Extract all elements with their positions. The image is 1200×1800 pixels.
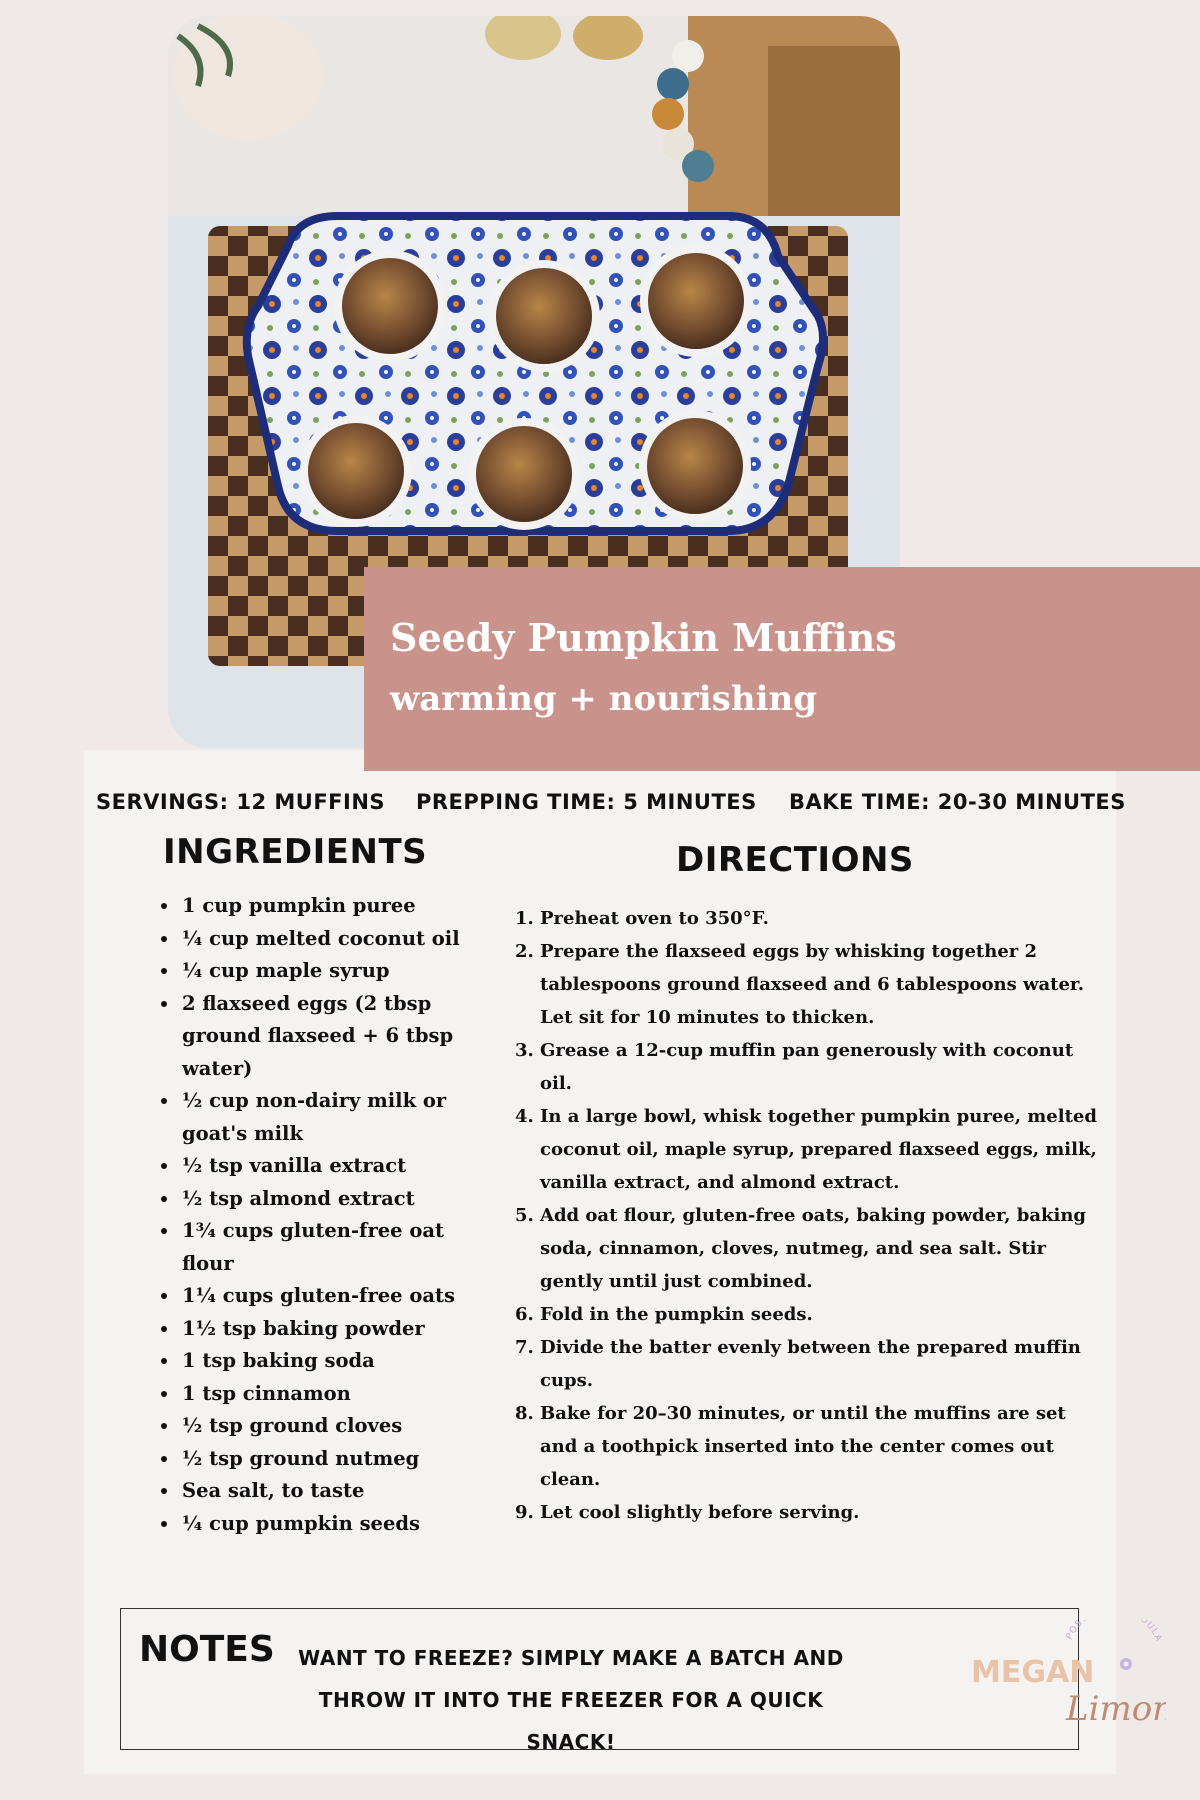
direction-step: 8. Bake for 20–30 minutes, or until the muffins are set and a toothpick inserted into the center comes out clean. <box>540 1397 1100 1496</box>
title-banner <box>364 567 1200 771</box>
servings-info: SERVINGS: 12 MUFFINS <box>96 790 386 814</box>
ingredient-item: • ¼ cup maple syrup <box>180 955 480 988</box>
ingredient-item: • 1 tsp baking soda <box>180 1345 480 1378</box>
ingredient-item: • ½ tsp ground nutmeg <box>180 1443 480 1476</box>
direction-step: 5. Add oat flour, gluten-free oats, baking powder, baking soda, cinnamon, cloves, nutmeg, and sea salt. Stir gently until just combined. <box>540 1199 1100 1298</box>
ingredient-item: • 1 cup pumpkin puree <box>180 890 480 923</box>
ingredient-item: • ½ tsp ground cloves <box>180 1410 480 1443</box>
svg-text:POSTPARTUM DOULA <box>1065 1620 1164 1644</box>
ingredient-item: • 1½ tsp baking powder <box>180 1313 480 1346</box>
ingredients-heading: INGREDIENTS <box>163 832 428 872</box>
ingredient-item: • 1¾ cups gluten-free oat flour <box>180 1215 480 1280</box>
ingredient-item: • ½ tsp almond extract <box>180 1183 480 1216</box>
ingredient-item: • ½ cup non-dairy milk or goat's milk <box>180 1085 480 1150</box>
ingredient-item: • 2 flaxseed eggs (2 tbsp ground flaxseed + 6 tbsp water) <box>180 988 480 1086</box>
direction-step: 9. Let cool slightly before serving. <box>540 1496 1100 1529</box>
direction-step: 1. Preheat oven to 350°F. <box>540 902 1100 935</box>
megan-limon-logo <box>966 1620 1166 1730</box>
logo-name-bottom: Limon <box>1066 1689 1166 1729</box>
direction-step: 4. In a large bowl, whisk together pumpkin puree, melted coconut oil, maple syrup, prepared flaxseed eggs, milk, vanilla extract, and almond extract. <box>540 1100 1100 1199</box>
direction-step: 7. Divide the batter evenly between the prepared muffin cups. <box>540 1331 1100 1397</box>
direction-step: 3. Grease a 12-cup muffin pan generously with coconut oil. <box>540 1034 1100 1100</box>
notes-label: NOTES <box>139 1629 275 1670</box>
ingredients-list <box>150 890 480 1540</box>
logo-name-top: MEGAN <box>971 1655 1095 1690</box>
ingredient-item: • ¼ cup melted coconut oil <box>180 923 480 956</box>
direction-step: 6. Fold in the pumpkin seeds. <box>540 1298 1100 1331</box>
ingredient-item: • 1¼ cups gluten-free oats <box>180 1280 480 1313</box>
direction-step: 2. Prepare the flaxseed eggs by whisking together 2 tablespoons ground flaxseed and 6 tablespoons water. Let sit for 10 minutes to thicken. <box>540 935 1100 1034</box>
ingredient-item: • ¼ cup pumpkin seeds <box>180 1508 480 1541</box>
ingredient-item: • 1 tsp cinnamon <box>180 1378 480 1411</box>
ingredient-item: • Sea salt, to taste <box>180 1475 480 1508</box>
logo-arc-text: POS OULA <box>1064 1620 1164 1644</box>
directions-heading: DIRECTIONS <box>676 840 914 880</box>
directions-list <box>510 902 1100 1529</box>
notes-text: WANT TO FREEZE? SIMPLY MAKE A BATCH AND THROW IT INTO THE FREEZER FOR A QUICK SNACK! <box>298 1646 844 1754</box>
ingredient-item: • ½ tsp vanilla extract <box>180 1150 480 1183</box>
bake-time-info: BAKE TIME: 20-30 MINUTES <box>789 790 1126 814</box>
recipe-title: Seedy Pumpkin Muffins <box>390 615 897 660</box>
notes-box <box>120 1608 1079 1754</box>
prep-time-info: PREPPING TIME: 5 MINUTES <box>416 790 757 814</box>
recipe-subtitle: warming + nourishing <box>390 679 817 719</box>
